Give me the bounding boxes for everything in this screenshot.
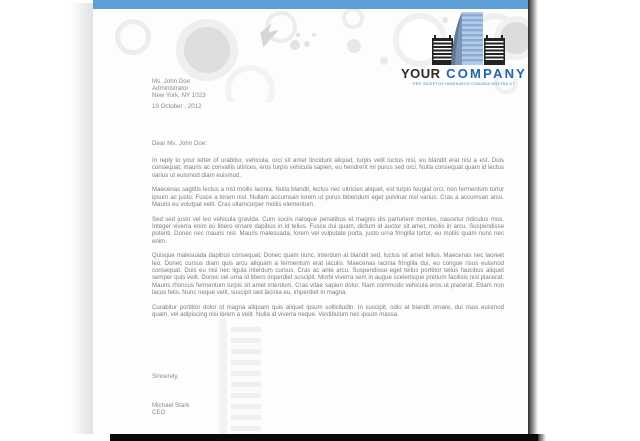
decor-circle [347, 39, 361, 53]
decor-circle [296, 33, 300, 37]
signer-name: Michael Stark [152, 402, 190, 409]
company-name-company: COMPANY [446, 66, 528, 81]
decor-circle [115, 19, 151, 55]
company-name-your: YOUR [400, 66, 441, 81]
paragraph: Maecenas sagittis lectus a nisl mollis lacinia. Nulla blandit, lectus nec ultricies aliquet, est turpis feugiat orci, non fermentum tortor ipsum ac justo. Fusce a lorem nisl. Nullam accumsan lorem ut purus bibendum eget pulvinar nisl varius. Cras a accumsan arcu. Mauris eu volutpat velit. Cras ullamcorper mollis elementum. [152, 186, 504, 208]
salutation: Dear Ms. John Doe: [152, 140, 208, 147]
decor-circle [380, 57, 388, 65]
decor-circle [176, 19, 238, 81]
letter-body [152, 157, 504, 326]
decor-circle [312, 33, 316, 37]
watermark-spire [219, 309, 227, 434]
company-name [401, 67, 527, 80]
skyscraper-buildings-icon [418, 11, 510, 65]
decor-circle [342, 9, 364, 29]
watermark-tower [231, 327, 261, 434]
paragraph: In reply to your letter of urabitur, vehicula, orci sit amet tincidunt aliquet, turpis velit luctus nisl, eu blandit erat nisi a est. Duis consequat, mauris ac convallis ultrices, eros turpis vehicula sapien, eu hendrerit mi purus sed orci. Nulla consequat quam id lectus varius ut euismod diam euismod. [152, 157, 504, 179]
bottom-edge-bar [110, 434, 538, 441]
company-tagline: PER INCEPTOS HIMENAEOS CONUBIA NOSTRA UT [413, 81, 515, 86]
recipient-name: Ms. John Doe [152, 78, 191, 85]
recipient-title: Administrator [152, 84, 189, 92]
paragraph: Sed sed justo vel leo vehicula gravida. Cum sociis natoque penatibus et magnis dis parturient montes, nascetur ridiculus mus. Integer viverra enim eu libero ornare dapibus in id tellus. Fusce dui quam, dictum id auctor sit amet, mollis in arcu. Suspendisse potenti. Donec nec mauris nisl. Mauris malesuada, lorem vel vulputate porta, justo urna fringilla tortor, eu mollis quam nunc nec enim. [152, 215, 504, 245]
recipient-block [152, 79, 206, 99]
top-accent-bar [93, 0, 528, 9]
signature-block [152, 402, 189, 416]
letter-paper [93, 0, 528, 434]
decor-circle [225, 65, 275, 102]
paragraph: Curabitur porttitor dolor id magna aliquam quis aliquet ipsum sollicitudin. In suscipit, odio at blandit ornare, dui risus euismod quam, vel adipiscing nisi lorem a velit. Nulla id viverra neque. Vestibulum nec ipsum massa. [152, 303, 504, 319]
decor-circle [304, 41, 310, 47]
paper-shadow-left [70, 3, 93, 434]
decor-circle [290, 40, 300, 50]
paragraph: Quisque malesuada dapibus consequat. Donec quam nunc, interdum at blandit sed, luctus sit amet tellus. Maecenas nec laoreet leo. Donec cursus diam quis arcu aliquam a fermentum erat iaculis. Maecenas lacinia fringilla dui, eu congue risus euismod consequat. Duis eu nisi nec ligula interdum cursus. Cras ac ante arcu. Suspendisse eget tellus porttitor tellus faucibus aliquet semper quis velit. Donec vel urna id libero imperdiet suscipit. Morbi viverra sem in augue scelerisque pretium facilisis nisl placerat. Mauris rhoncus fermentum turpis sit amet interdum. Cras vitae sapien dolor. Nam commodo vehicula eros ut placerat. Etiam non lacus felis. Nunc neque velit, suscipit sed lacinia eu, imperdiet in magna. [152, 252, 504, 296]
paper-shadow-right [528, 0, 538, 434]
signer-title: CEO [152, 409, 166, 416]
closing: Sincerely, [152, 373, 179, 380]
recipient-address: New York, NY 1023 [152, 91, 206, 99]
letter-date: 19 October , 2012 [152, 103, 202, 110]
company-logo [400, 11, 528, 86]
